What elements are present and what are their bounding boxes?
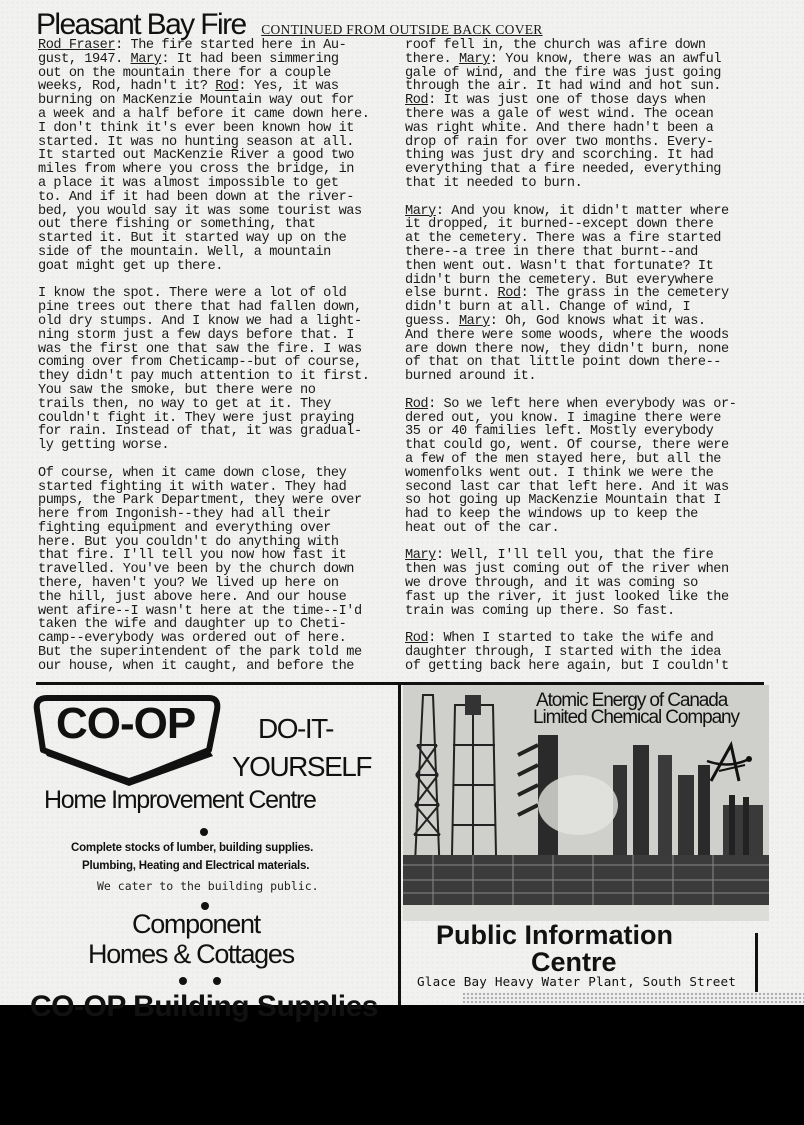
article-paragraph — [38, 39, 369, 274]
speech-text: I know the spot. There were a lot of old pine trees out there that had fallen down, old dry stumps. And I know we had a light- ning storm just a few days before that. I was the first one that saw the fire. I was coming over from Cheticamp--but of course, they didn't pay much attention to it first. You saw the smoke, but there were no trails then, no way to get at it. They couldn't fight it. They were just praying for rain. Instead of that, it was gradual- ly getting worse. — [38, 286, 370, 454]
speaker-name: Mary — [405, 548, 436, 564]
coop-stocks-line1: Complete stocks of lumber, building supplies. — [71, 842, 314, 854]
speech-text: : The grass in the cemetery didn't burn at all. Change of wind, I guess. — [405, 286, 729, 329]
heavy-water-plant-photo — [403, 685, 769, 921]
coop-advertisement — [0, 685, 398, 1023]
continued-note: CONTINUED FROM OUTSIDE BACK COVER — [261, 22, 543, 37]
aecl-company-line2: Limited Chemical Company — [533, 707, 739, 728]
speaker-name: Mary — [405, 203, 436, 219]
coop-bottom-heading: CO-OP Building Supplies — [30, 990, 378, 1023]
speaker-name: Mary — [130, 51, 162, 67]
article-paragraph — [405, 398, 736, 536]
speech-text: roof fell in, the church was afire down there. — [405, 38, 706, 67]
speech-text: : Oh, God knows what it was. And there were some woods, where the woods are down there now, they didn't burn, none of that on that little point down there-- burned around it. — [405, 313, 729, 385]
aecl-pic-line2: Centre — [531, 947, 617, 977]
bullet-dot-icon — [213, 977, 221, 985]
article-paragraph — [38, 287, 369, 453]
aecl-star-logo-icon — [705, 741, 753, 785]
coop-stocks-line2: Plumbing, Heating and Electrical materials. — [82, 860, 310, 872]
coop-logo-text: CO-OP — [56, 699, 196, 748]
speaker-name: Mary — [458, 51, 490, 67]
article-header — [36, 8, 543, 42]
aecl-company-line1: Atomic Energy of Canada — [536, 690, 728, 711]
article-paragraph — [405, 39, 736, 191]
speech-text: : When I started to take the wife and daughter through, I started with the idea of getting back here again, but I couldn't — [405, 631, 729, 674]
bullet-dot-icon — [179, 977, 187, 985]
article-paragraph — [405, 549, 736, 618]
aecl-address: Glace Bay Heavy Water Plant, South Street — [417, 974, 737, 989]
coop-component-line1: Component — [132, 909, 260, 939]
coop-subhead: Home Improvement Centre — [44, 786, 316, 814]
coop-headline-line1: DO-IT- — [258, 713, 333, 744]
article-column-right — [405, 39, 736, 674]
speech-text: : And you know, it didn't matter where it dropped, it burned--except down there at the cemetery. There was a fire started there--a tree in there that burnt--and then went out. Wasn't that fortunate? It didn't burn the cemetery. But everywhere else burnt. — [405, 203, 729, 302]
coop-headline-line2: YOURSELF — [232, 751, 371, 782]
speech-text: : So we left here when everybody was or- dered out, you know. I imagine there were 35 or 40 families left. Mostly everybody that could go, went. Of course, there were a few of the men stayed here, but all the womenfolks went out. I think we were the second last car that left here. And it was so hot going up MacKenzie Mountain that I had to keep the windows up to keep the heat out of the car. — [405, 396, 737, 536]
aecl-pic-line1: Public Information — [436, 920, 674, 950]
speech-text: Of course, when it came down close, they started fighting it with water. They had pumps, the Park Department, they were over here from Ingonish--they had all their fighting equipment and everything over here. But you couldn't do anything with that fire. I'll tell you now how fast it travelled. You've been by the church down there, haven't you? We lived up here on the hill, just above here. And our house went afire--I wasn't here at the time--I'd taken the wife and daughter up to Cheti- camp--everybody was ordered out of here. But the superintendent of the park told me our house, when it caught, and before the — [38, 465, 362, 674]
speech-text: : The fire started here in Au- gust, 1947. — [38, 38, 347, 67]
halftone-strip — [462, 992, 804, 1005]
article-paragraph — [405, 205, 736, 384]
speech-text: : Well, I'll tell you, that the fire then was just coming out of the river when we drove through, and it was coming so fast up the river, it just looked like the train was coming up there. So fast. — [405, 548, 729, 619]
coop-cater-line: We cater to the building public. — [97, 879, 319, 893]
speaker-name: Mary — [458, 313, 490, 329]
article-paragraph — [38, 467, 369, 674]
coop-component-line2: Homes & Cottages — [88, 939, 294, 969]
speaker-name: Rod — [215, 79, 239, 95]
speaker-name: Rod — [497, 286, 521, 302]
bullet-dot-icon — [200, 828, 208, 836]
article-paragraph — [405, 632, 736, 673]
aecl-advertisement — [401, 685, 804, 1005]
speech-text: : Yes, it was burning on MacKenzie Mountain way out for a week and a half before it came down here. I don't think it's ever been known how it started. It was no hunting season at all. It started out MacKenzie River a good two miles from where you cross the bridge, in a place it was almost impossible to get to. And if it had been down at the river- bed, you would say it was some tourist was out there fishing or something, that started it. But it started way up on the side of the mountain. Well, a mountain goat might get up there. — [38, 79, 370, 274]
speech-text: : It was just one of those days when there was a gale of west wind. The ocean was right white. And there hadn't been a drop of rain for over two months. Every- thing was just dry and scorching. It had everything that a fire needed, everything that it needed to burn. — [405, 93, 722, 191]
speaker-name: Rod — [405, 93, 429, 109]
speaker-name: Rod — [405, 396, 429, 412]
article-title: Pleasant Bay Fire — [36, 8, 246, 41]
speech-text: : You know, there was an awful gale of wind, and the fire was just going through the air. It had wind and hot sun. — [405, 51, 722, 95]
article-column-left — [38, 39, 369, 674]
speech-text: : It had been simmering out on the mountain there for a couple weeks, Rod, hadn't it? — [38, 51, 339, 95]
speaker-name: Rod — [405, 631, 429, 647]
speaker-name: Rod Fraser — [38, 38, 116, 53]
